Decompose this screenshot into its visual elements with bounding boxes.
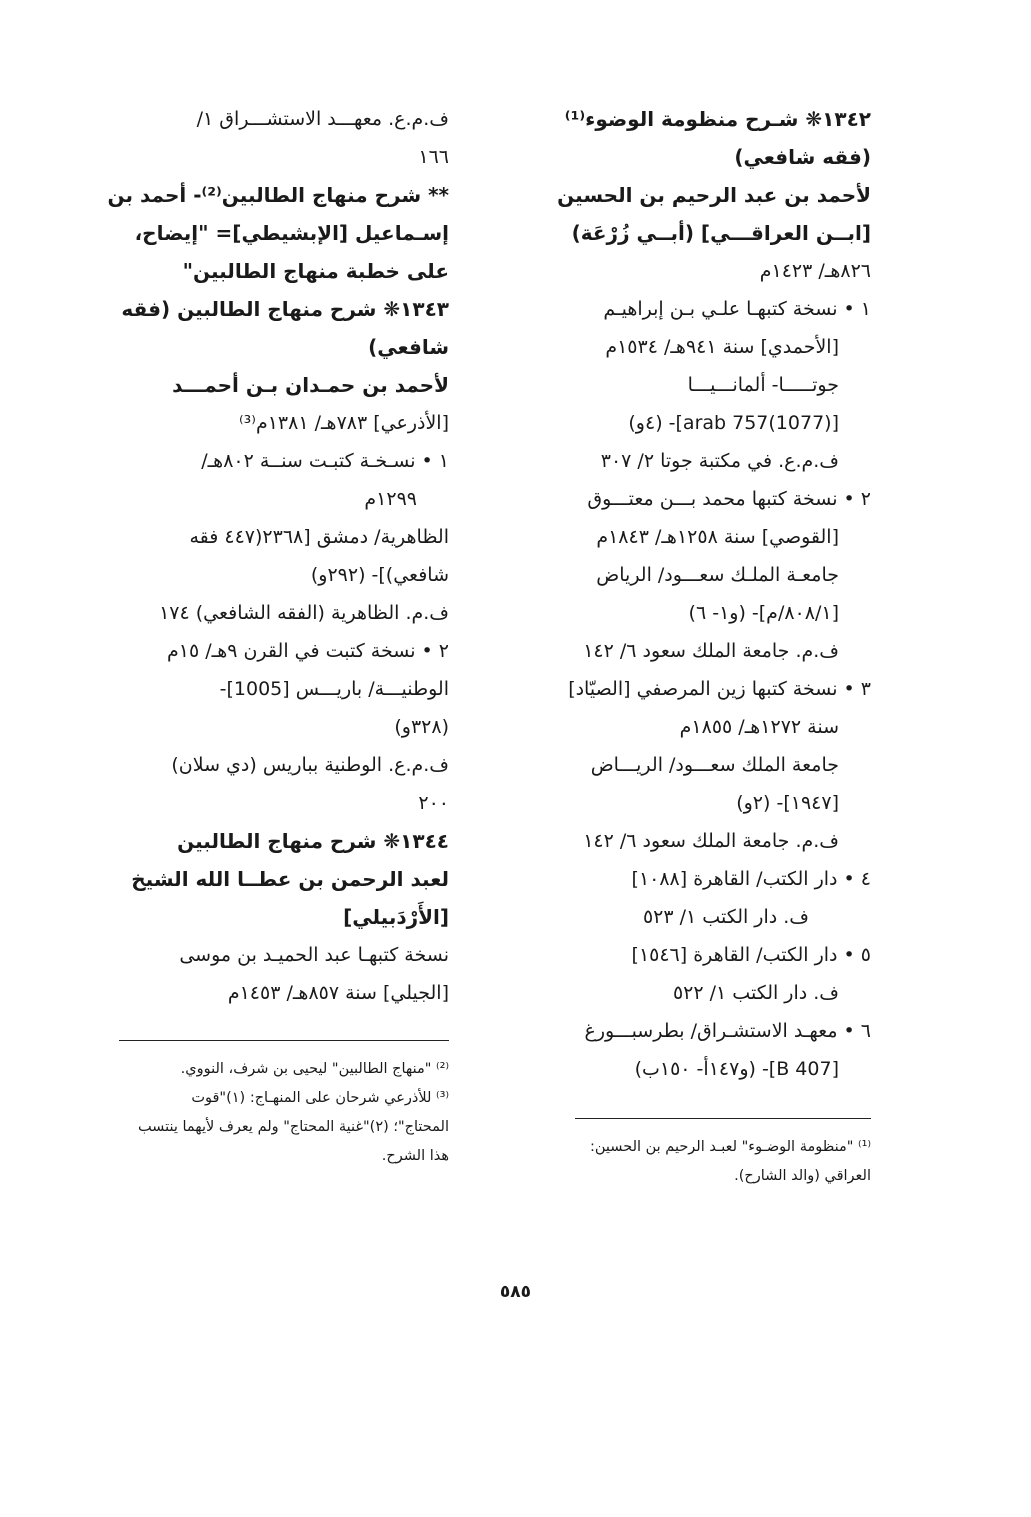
copy-line: ١ • نسـخـة كتبـت سنــة ٨٠٢هـ/ — [201, 450, 449, 472]
footnote-line: ⁽²⁾ "منهاج الطالبين" ليحيى بن شرف، النووي. — [180, 1061, 449, 1077]
entry-1342 — [526, 100, 871, 1088]
copy-line: [١٩٤٧]- (٢و) — [736, 792, 839, 814]
entry-heading: ١٣٤٢❋ شـرح منظومة الوضوء⁽¹⁾ — [564, 107, 871, 131]
footnotes — [104, 1055, 449, 1171]
copy-line: ف.م. الظاهرية (الفقه الشافعي) ١٧٤ — [159, 602, 449, 624]
footnote-line: العراقي (والد الشارح). — [734, 1168, 871, 1184]
footnote-divider — [119, 1040, 449, 1041]
copy-line: جامعة الملك سعـــود/ الريـــاض — [590, 754, 839, 776]
entry-subject: شافعي) — [368, 335, 449, 359]
entry-author: [ابــن العراقـــي] (أبــي زُرْعَة) — [571, 221, 871, 245]
copy-line: ف.م. جامعة الملك سعود ٦/ ١٤٢ — [583, 830, 839, 852]
copy-line: الظاهرية/ دمشق [٢٣٦٨(٤٤٧ فقه — [189, 526, 449, 548]
footnote-line: المحتاج"؛ (٢)"غنية المحتاج" ولم يعرف لأيهما ينتسب — [137, 1119, 449, 1135]
copy-line: [الأحمدي] سنة ٩٤١هـ/ ١٥٣٤م — [605, 336, 839, 358]
copy-line: [القوصي] سنة ١٢٥٨هـ/ ١٨٤٣م — [596, 526, 839, 548]
manuscript-copy — [526, 1012, 871, 1088]
footnote-line: ⁽³⁾ للأذرعي شرحان على المنهـاج: (١)"قوت — [191, 1090, 449, 1106]
copy-line: الوطنيـــة/ باريـــس [1005]- — [219, 678, 449, 700]
manuscript-copy — [526, 670, 871, 860]
copy-line: [٨٠٨/١/م]- (و١- ٦) — [688, 602, 839, 624]
copy-line: ف.م.ع. في مكتبة جوتا ٢/ ٣٠٧ — [600, 450, 839, 472]
entry-author: لأحمد بن حمـدان بـن أحمـــد — [172, 373, 449, 397]
crossref-line: على خطبة منهاج الطالبين" — [182, 259, 449, 283]
copy-line: [الجيلي] سنة ٨٥٧هـ/ ١٤٥٣م — [227, 982, 449, 1004]
entry-1344 — [104, 822, 449, 1012]
entry-heading: ١٣٤٤❋ شرح منهاج الطالبين — [177, 829, 449, 853]
manuscript-copy — [526, 290, 871, 480]
copy-line: ف. دار الكتب ١/ ٥٢٣ — [642, 906, 809, 928]
manuscript-copy — [526, 936, 871, 1012]
copy-line: [arab 757(1077)]- (٤و) — [628, 412, 839, 434]
entry-author: [الأَرْدَبيلي] — [343, 905, 449, 929]
copy-line: ٤ • دار الكتب/ القاهرة [١٠٨٨] — [631, 868, 871, 890]
crossref-line: ** شرح منهاج الطالبين⁽²⁾- أحمد بن — [107, 183, 449, 207]
page-number: ٥٨٥ — [499, 1282, 532, 1302]
entry-heading: ١٣٤٣❋ شرح منهاج الطالبين (فقه — [121, 297, 449, 321]
cross-reference — [104, 176, 449, 290]
copy-line: نسخة كتبهـا عبد الحميـد بن موسى — [179, 944, 449, 966]
copy-line: ٢ • نسخة كتبها محمد بـــن معتـــوق — [587, 488, 871, 510]
copy-line: ف. دار الكتب ١/ ٥٢٢ — [672, 982, 839, 1004]
crossref-line: إسـماعيل [الإبشيطي]= "إيضاح، — [134, 221, 449, 245]
copy-line: جوتـــــا- ألمانـــيـــا — [687, 374, 839, 396]
manuscript-copy — [104, 632, 449, 822]
copy-line: ٢٠٠ — [418, 792, 449, 814]
copy-line: شافعي)]- (٢٩٢و) — [310, 564, 449, 586]
entry-date: [الأذرعي] ٧٨٣هـ/ ١٣٨١م⁽³⁾ — [238, 412, 449, 434]
manuscript-copy — [526, 860, 871, 936]
entry-author: لعبد الرحمن بن عطــا الله الشيخ — [131, 867, 449, 891]
right-column — [526, 100, 871, 1191]
copy-line: جامعـة الملـك سعـــود/ الرياض — [596, 564, 839, 586]
copy-line: ١٢٩٩م — [364, 488, 417, 510]
copy-line: ف.م. جامعة الملك سعود ٦/ ١٤٢ — [583, 640, 839, 662]
footnotes — [526, 1133, 871, 1191]
manuscript-copy — [104, 442, 449, 632]
footnote-line: هذا الشرح. — [381, 1148, 449, 1164]
entry-subject: (فقه شافعي) — [734, 145, 871, 169]
continuation — [104, 100, 449, 176]
footnote-divider — [575, 1118, 871, 1119]
copy-line: (٣٢٨و) — [394, 716, 449, 738]
left-column — [104, 100, 449, 1171]
copy-line: ٣ • نسخة كتبها زين المرصفي [الصيّاد] — [568, 678, 871, 700]
copy-line: ٥ • دار الكتب/ القاهرة [١٥٤٦] — [631, 944, 871, 966]
copy-line: [B 407]- (و١٤٧أ- ١٥٠ب) — [634, 1058, 839, 1080]
copy-line: سنة ١٢٧٢هـ/ ١٨٥٥م — [679, 716, 839, 738]
entry-author: لأحمد بن عبد الرحيم بن الحسين — [557, 183, 871, 207]
copy-line: ٢ • نسخة كتبت في القرن ٩هـ/ ١٥م — [167, 640, 449, 662]
footnote-line: ⁽¹⁾ "منظومة الوضـوء" لعبـد الرحيم بن الحسين: — [589, 1139, 871, 1155]
continuation-line: ف.م.ع. معهـــد الاستشـــراق ١/ — [196, 108, 449, 130]
entry-date: ٨٢٦هـ/ ١٤٢٣م — [759, 260, 871, 282]
copy-line: ٦ • معهـد الاستشـراق/ بطرسبـــورغ — [584, 1020, 871, 1042]
copy-line: ١ • نسخة كتبهـا علـي بـن إبراهيـم — [603, 298, 871, 320]
manuscript-copy — [526, 480, 871, 670]
continuation-line: ١٦٦ — [418, 146, 449, 168]
entry-1343 — [104, 290, 449, 822]
copy-line: ف.م.ع. الوطنية بباريس (دي سلان) — [171, 754, 449, 776]
